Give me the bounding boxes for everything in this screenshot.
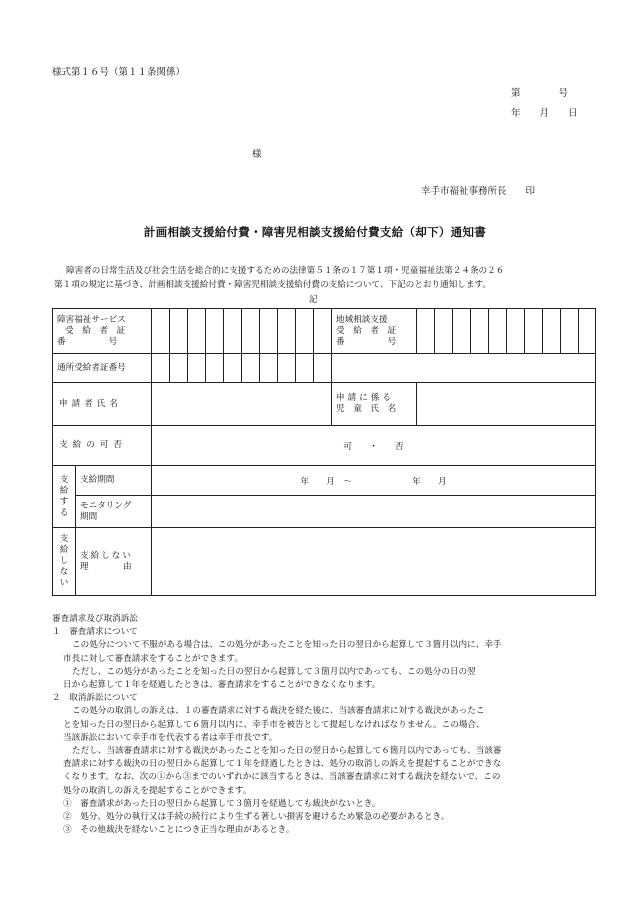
notice-date-line: 年 月 日 bbox=[511, 108, 578, 119]
community-cert-digit[interactable] bbox=[453, 309, 471, 354]
child-name-label bbox=[332, 383, 417, 426]
section-1-text: 日から起算して１年を経過したときは、審査請求をすることができなくなります。 bbox=[63, 680, 381, 691]
section-1-text: ただし、この処分があったことを知った日の翌日から起算して３箇月以内であっても、この処分の日の翌 bbox=[72, 666, 476, 677]
facility-cert-digit[interactable] bbox=[314, 354, 332, 383]
community-cert-digit[interactable] bbox=[525, 309, 543, 354]
page-title: 計画相談支援給付費・障害児相談支援給付費支給（却下）通知書 bbox=[143, 225, 487, 239]
service-cert-digit[interactable] bbox=[296, 309, 314, 354]
service-cert-line-2 bbox=[57, 326, 151, 337]
applicant-name-text: 申請者氏名 bbox=[59, 398, 122, 409]
condition-item: ① 審査請求があった日の翌日から起算して３箇月を経過しても裁決がないとき。 bbox=[63, 798, 381, 809]
grant-char: す bbox=[59, 496, 69, 507]
child-name-field[interactable] bbox=[417, 383, 596, 426]
community-cert-digit[interactable] bbox=[417, 309, 435, 354]
addressee-suffix: 様 bbox=[252, 149, 262, 160]
section-1-text: この処分について不服がある場合は、この処分があったことを知った日の翌日から起算して３箇月以内に、幸手 bbox=[72, 640, 502, 651]
facility-cert-digit[interactable] bbox=[242, 354, 260, 383]
facility-cert-digit[interactable] bbox=[260, 354, 278, 383]
ki-marker: 記 bbox=[309, 295, 318, 305]
service-cert-digit[interactable] bbox=[152, 309, 170, 354]
community-cert-digit[interactable] bbox=[471, 309, 489, 354]
section-2-text: 査請求に対する裁決の日の翌日から起算して１年を経過したときは、処分の取消しの訴えを提起することができな bbox=[63, 759, 502, 770]
decision-value[interactable]: 可 ・ 否 bbox=[152, 426, 596, 466]
service-cert-digit[interactable] bbox=[314, 309, 332, 354]
reason-field[interactable] bbox=[152, 528, 596, 596]
service-cert-digit[interactable] bbox=[224, 309, 242, 354]
section-2-text: 当該訴訟において幸手市を代表する者は幸手市長です。 bbox=[63, 732, 278, 743]
issuer: 幸手市福祉事務所長 印 bbox=[421, 186, 536, 197]
notice-number-line: 第 号 bbox=[511, 88, 569, 99]
community-cert-digit[interactable] bbox=[435, 309, 453, 354]
service-cert-digit[interactable] bbox=[170, 309, 188, 354]
period-label: 支給期間 bbox=[76, 466, 152, 496]
community-cert-label bbox=[332, 309, 417, 354]
condition-item: ② 処分、処分の執行又は手続の続行により生ずる著しい損害を避けるため緊急の必要があるとき。 bbox=[63, 812, 450, 823]
facility-cert-digit[interactable] bbox=[170, 354, 188, 383]
child-name-line-1: 申請に係る bbox=[336, 393, 394, 403]
applicant-name-field[interactable] bbox=[152, 383, 332, 426]
name-row bbox=[53, 383, 596, 426]
service-cert-digit[interactable] bbox=[188, 309, 206, 354]
appeal-notes bbox=[52, 613, 502, 837]
facility-cert-digit[interactable] bbox=[278, 354, 296, 383]
no-grant-vertical-label bbox=[53, 528, 76, 596]
decision-label bbox=[53, 426, 152, 466]
no-grant-char: し bbox=[59, 556, 69, 566]
monitoring-label bbox=[76, 496, 152, 528]
community-cert-digit[interactable] bbox=[579, 309, 596, 354]
intro-line-1: 障害者の日常生活及び社会生活を総合的に支援するための法律第５１条の１７第１項・児童福祉法第２４条の２６ bbox=[66, 266, 505, 276]
monitoring-field[interactable] bbox=[152, 496, 596, 528]
no-grant-char: な bbox=[59, 567, 69, 577]
community-cert-digit[interactable] bbox=[507, 309, 525, 354]
service-cert-digit[interactable] bbox=[260, 309, 278, 354]
community-cert-line-2: 受 給 者 証 bbox=[336, 325, 397, 336]
applicant-name-label bbox=[53, 383, 152, 426]
monitoring-row bbox=[53, 496, 596, 528]
reason-line-2: 理 由 bbox=[80, 561, 132, 572]
community-cert-digit[interactable] bbox=[489, 309, 507, 354]
community-cert-line-3: 番 号 bbox=[336, 336, 397, 347]
period-value[interactable]: 年 月 ～ 年 月 bbox=[152, 466, 596, 496]
section-2-text: この処分の取消しの訴えは、１の審査請求に対する裁決を経た後に、当該審査請求に対する裁決があったこ bbox=[72, 706, 485, 717]
monitoring-line-2: 期間 bbox=[80, 511, 98, 522]
monitoring-line-1: モニタリング bbox=[80, 500, 132, 511]
form-number: 様式第１６号（第１１条関係） bbox=[52, 67, 186, 78]
no-grant-char: い bbox=[59, 578, 69, 588]
decision-label-text: 支給の可否 bbox=[59, 440, 127, 450]
community-cert-line-1: 地域相談支援 bbox=[336, 314, 388, 325]
condition-item: ③ その他裁決を経ないことにつき正当な理由があるとき。 bbox=[63, 825, 295, 836]
service-cert-line-3: 番 号 bbox=[57, 336, 118, 347]
section-1-title: １ 審査請求について bbox=[52, 627, 138, 638]
facility-cert-blank bbox=[332, 354, 596, 383]
facility-cert-digit[interactable] bbox=[224, 354, 242, 383]
grant-vertical-label bbox=[53, 466, 76, 528]
no-grant-row bbox=[53, 528, 596, 596]
facility-cert-row bbox=[53, 354, 596, 383]
service-cert-digit[interactable] bbox=[242, 309, 260, 354]
service-cert-digit[interactable] bbox=[206, 309, 224, 354]
child-name-line-2: 児 童 氏 名 bbox=[336, 404, 397, 414]
section-2-title: ２ 取消訴訟について bbox=[52, 693, 138, 704]
section-2-text: 処分の取消しの訴えを提起することができます。 bbox=[63, 785, 252, 796]
facility-cert-digit[interactable] bbox=[206, 354, 224, 383]
section-2-text: くなります。なお、次の①から③までのいずれかに該当するときは、当該審査請求に対する裁決を経ないで、この bbox=[63, 772, 501, 783]
notice-form-table bbox=[52, 308, 596, 596]
grant-char: る bbox=[59, 507, 69, 518]
section-2-text: とを知った日の翌日から起算して６箇月以内に、幸手市を被告として提起しなければなりません。この場合、 bbox=[63, 719, 485, 730]
community-cert-digit[interactable] bbox=[561, 309, 579, 354]
grant-char: 支 bbox=[59, 474, 69, 485]
service-cert-line-1: 障害福祉サービス bbox=[57, 314, 126, 325]
service-cert-digit[interactable] bbox=[278, 309, 296, 354]
section-1-text: 市長に対して審査請求をすることができます。 bbox=[63, 653, 243, 664]
community-cert-digit[interactable] bbox=[543, 309, 561, 354]
facility-cert-digit[interactable] bbox=[296, 354, 314, 383]
no-grant-char: 支 bbox=[59, 534, 69, 544]
reason-label bbox=[76, 528, 152, 596]
no-grant-char: 給 bbox=[59, 545, 69, 555]
decision-row bbox=[53, 426, 596, 466]
section-2-text: ただし、当該審査請求に対する裁決があったことを知った日の翌日から起算して６箇月以内であっても、当該審 bbox=[72, 746, 502, 757]
facility-cert-digit[interactable] bbox=[188, 354, 206, 383]
notes-heading: 審査請求及び取消訴訟 bbox=[52, 614, 138, 624]
grant-period-row bbox=[53, 466, 596, 496]
facility-cert-digit[interactable] bbox=[152, 354, 170, 383]
intro-line-2: 第１項の規定に基づき、計画相談支援給付費・障害児相談支援給付費の支給について、下記のとおり通知します。 bbox=[54, 280, 491, 290]
facility-cert-label: 通所受給者証番号 bbox=[53, 354, 152, 383]
service-cert-line-2-text: 受 給 者 証 bbox=[65, 325, 126, 336]
certificate-number-row bbox=[53, 309, 596, 354]
service-cert-label bbox=[53, 309, 152, 354]
reason-line-1: 支給しない bbox=[80, 550, 133, 561]
grant-char: 給 bbox=[59, 485, 69, 496]
